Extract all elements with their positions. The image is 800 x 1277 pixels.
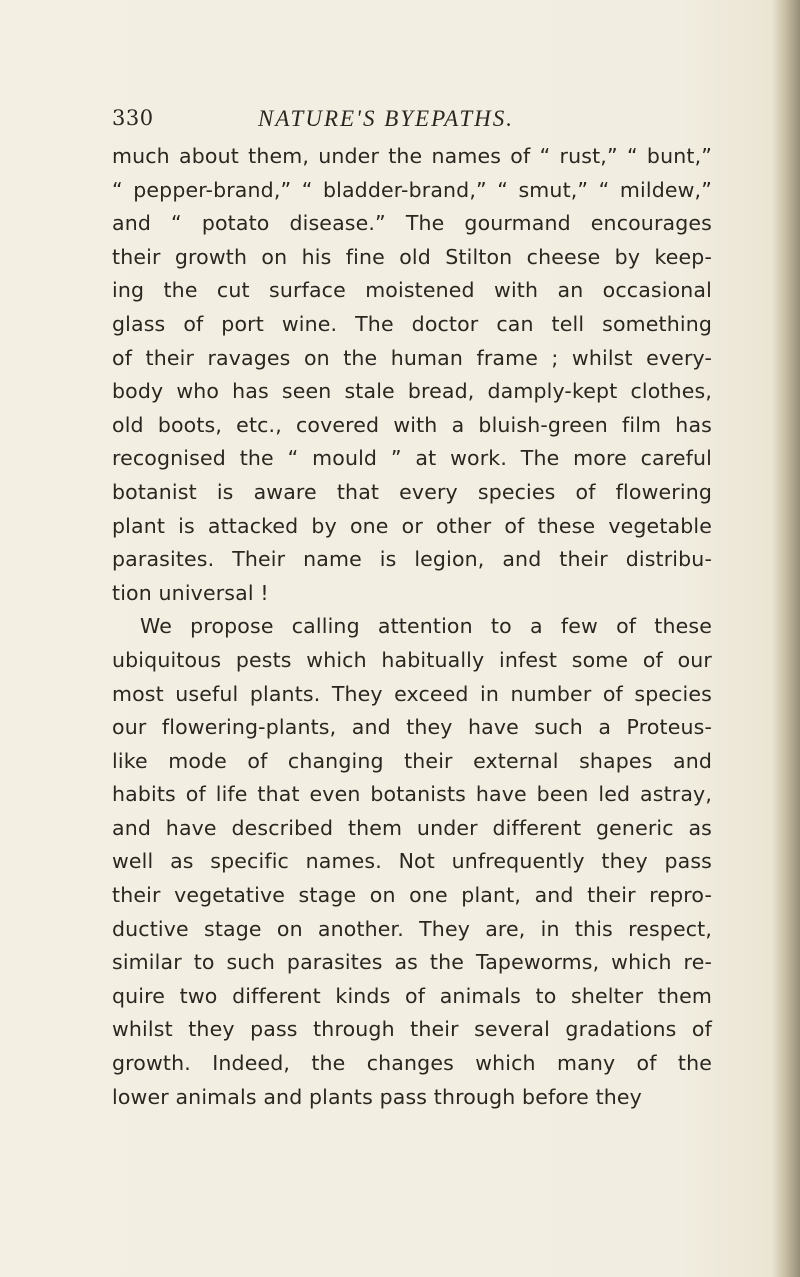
text-line: and “ potato disease.” The gourmand encourages [112, 211, 712, 236]
body-text [112, 140, 712, 1114]
text-line: like mode of changing their external shapes and [112, 748, 712, 773]
page-number: 330 [112, 106, 154, 130]
text-line: our flowering-plants, and they have such a Proteus- [112, 715, 712, 740]
text-line: old boots, etc., covered with a bluish-green film has [112, 412, 712, 437]
text-line: quire two different kinds of animals to shelter them [112, 983, 712, 1008]
text-line: growth. Indeed, the changes which many of the [112, 1051, 712, 1076]
text-line: ing the cut surface moistened with an occasional [112, 278, 712, 303]
text-line: similar to such parasites as the Tapeworms, which re- [112, 950, 712, 975]
text-line: lower animals and plants pass through before they [112, 1084, 642, 1109]
text-line: ductive stage on another. They are, in this respect, [112, 916, 712, 941]
text-line: tion universal ! [112, 580, 269, 605]
text-line: body who has seen stale bread, damply-kept clothes, [112, 379, 712, 404]
text-line: “ pepper-brand,” “ bladder-brand,” “ smut,” “ mildew,” [112, 177, 712, 202]
text-line: botanist is aware that every species of flowering [112, 479, 712, 504]
page-edge-shadow [772, 0, 800, 1277]
page-header [112, 106, 712, 142]
text-line: habits of life that even botanists have been led astray, [112, 782, 712, 807]
text-line: whilst they pass through their several gradations of [112, 1017, 712, 1042]
text-line: ubiquitous pests which habitually infest some of our [112, 647, 712, 672]
text-line: their vegetative stage on one plant, and their repro- [112, 883, 712, 908]
text-line: much about them, under the names of “ rust,” “ bunt,” [112, 144, 712, 168]
text-line: parasites. Their name is legion, and their distribu- [112, 547, 712, 572]
text-line: plant is attacked by one or other of these vegetable [112, 513, 712, 538]
text-line: glass of port wine. The doctor can tell something [112, 311, 712, 336]
text-line: of their ravages on the human frame ; whilst every- [112, 345, 712, 370]
text-line: their growth on his fine old Stilton cheese by keep- [112, 244, 712, 269]
text-line: recognised the “ mould ” at work. The more careful [112, 446, 712, 471]
running-title: NATURE'S BYEPATHS. [258, 106, 515, 131]
text-line: We propose calling attention to a few of these [140, 614, 712, 639]
text-line: well as specific names. Not unfrequently they pass [112, 849, 712, 874]
text-line: and have described them under different generic as [112, 815, 712, 840]
text-line: most useful plants. They exceed in number of species [112, 681, 712, 706]
